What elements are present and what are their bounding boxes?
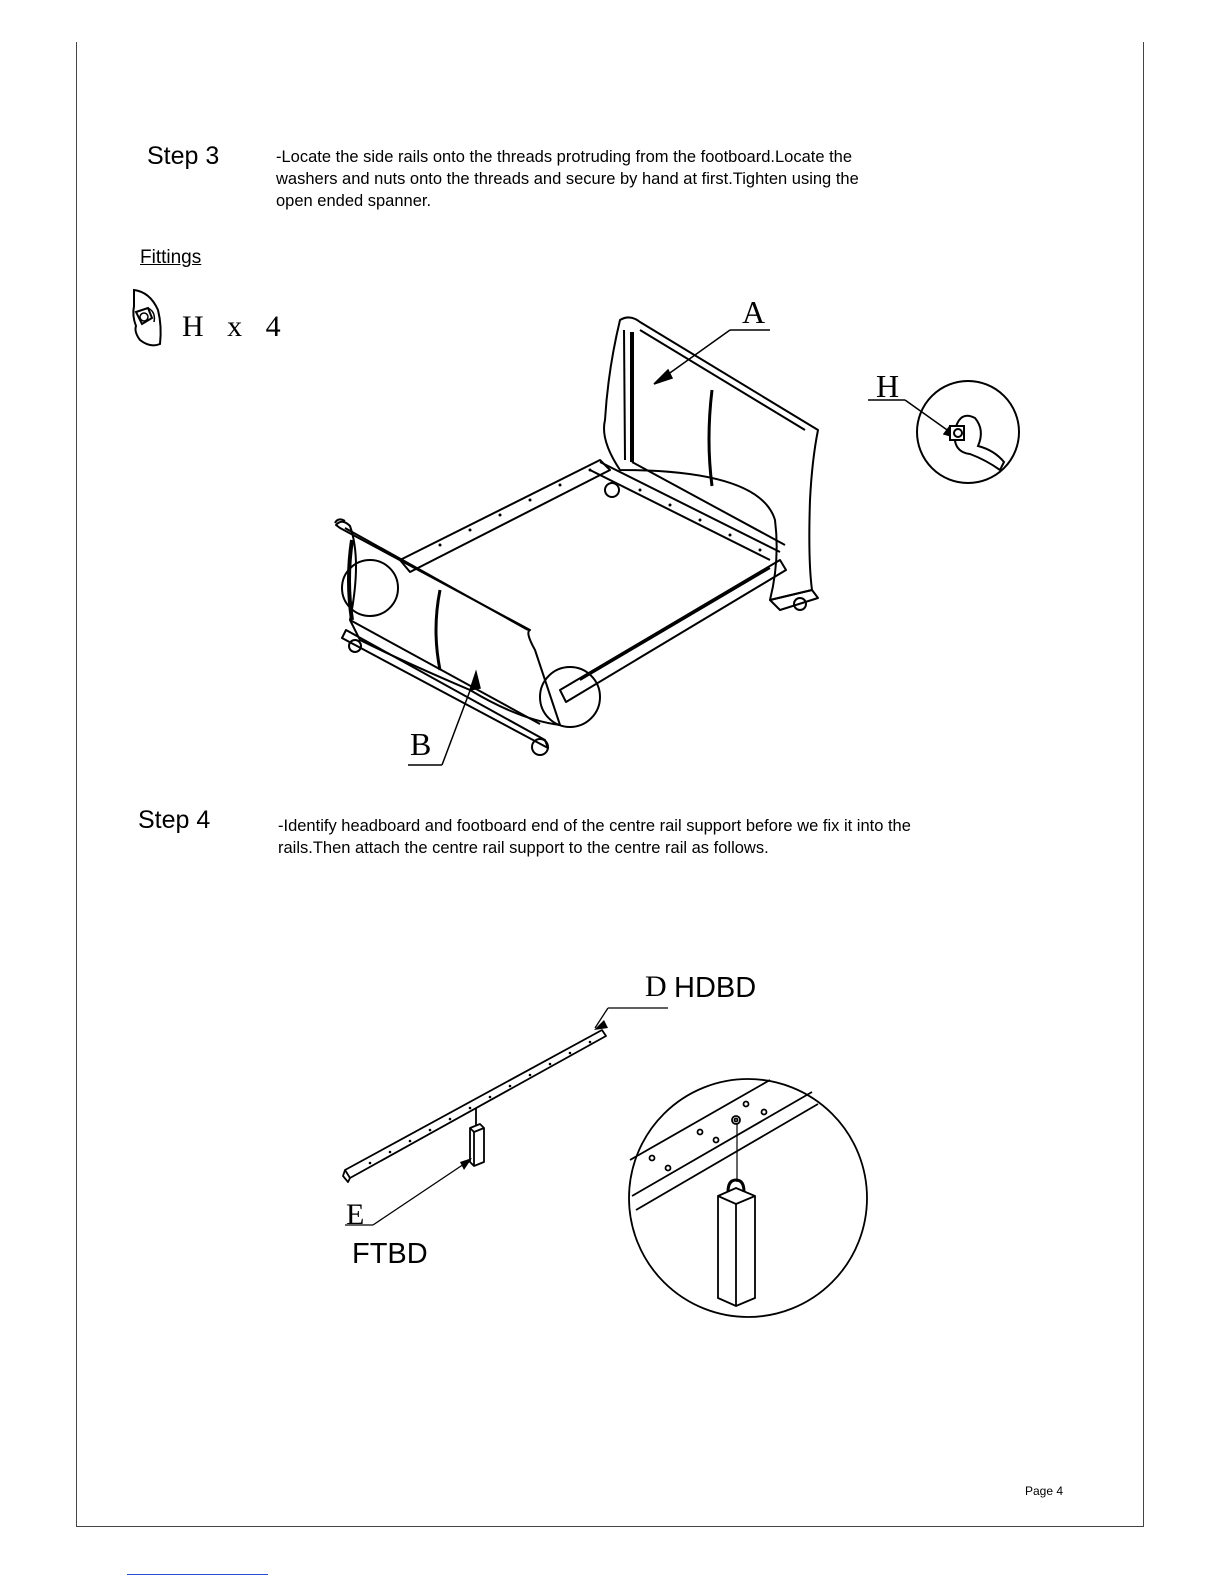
- step4-instructions: [278, 815, 911, 859]
- centre-rail-diagram: [330, 1000, 890, 1330]
- page-number: Page 4: [1025, 1484, 1064, 1498]
- bottom-margin-rule: [76, 1526, 1144, 1527]
- sleigh-bed-diagram: [320, 300, 1040, 770]
- label-a: A: [742, 294, 766, 330]
- detail-h-magnifier: [917, 381, 1019, 483]
- footer-link-underline[interactable]: [127, 1574, 268, 1575]
- nut-washer-icon: [128, 286, 168, 352]
- step3-line-3: open ended spanner.: [276, 192, 432, 210]
- label-d: D: [645, 970, 667, 1003]
- step3-instructions: [276, 146, 859, 212]
- step3-line-1: -Locate the side rails onto the threads protruding from the footboard.Locate the: [276, 148, 853, 166]
- fittings-heading: Fittings: [140, 247, 202, 268]
- step4-line-1: -Identify headboard and footboard end of the centre rail support before we fix it into the: [278, 817, 911, 835]
- step4-line-2: rails.Then attach the centre rail support to the centre rail as follows.: [278, 839, 769, 857]
- label-ftbd: FTBD: [352, 1238, 428, 1270]
- step4-title: Step 4: [138, 806, 211, 834]
- label-h: H: [876, 368, 900, 404]
- fitting-h-quantity: H x 4: [182, 310, 289, 343]
- centre-rail: [345, 1030, 606, 1178]
- right-margin-rule: [1143, 42, 1144, 1526]
- centre-rail-detail-magnifier: [629, 1079, 867, 1317]
- left-margin-rule: [76, 42, 77, 1526]
- step3-line-2: washers and nuts onto the threads and secure by hand at first.Tighten using the: [276, 170, 859, 188]
- label-e: E: [346, 1198, 365, 1231]
- label-hdbd: HDBD: [674, 972, 757, 1004]
- label-b: B: [410, 726, 432, 762]
- step3-title: Step 3: [147, 142, 220, 170]
- side-rail-left: [400, 460, 610, 572]
